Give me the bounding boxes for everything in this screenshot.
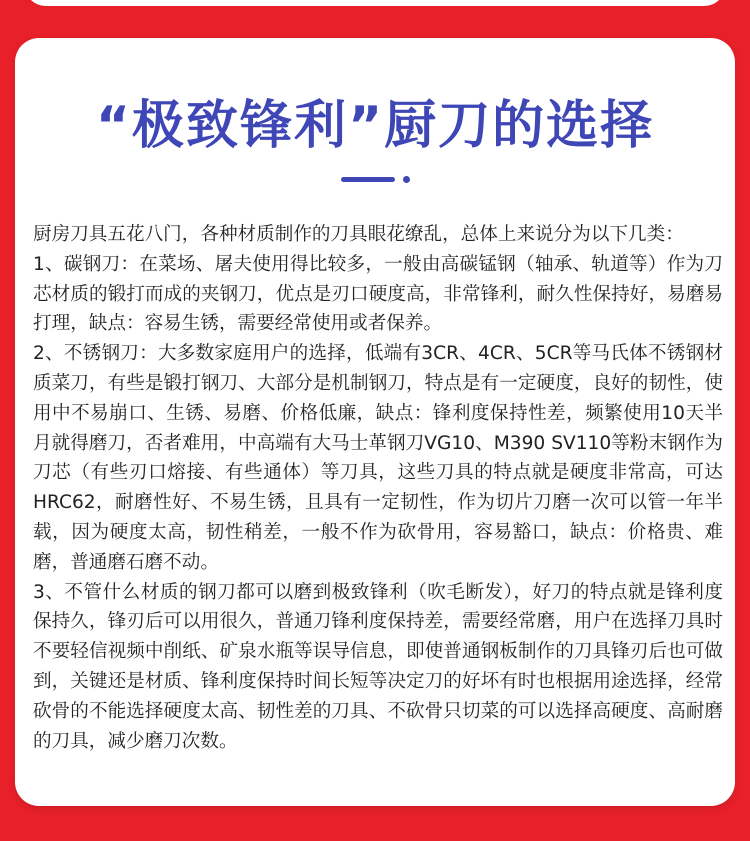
divider-dot (403, 176, 410, 183)
article-body (33, 220, 723, 756)
sharpness-paragraph: 3、不管什么材质的钢刀都可以磨到极致锋利（吹毛断发），好刀的特点就是锋利度保持久，锋刃后可以用很久，普通刀锋利度保持差，需要经常磨，用户在选择刀具时不要轻信视频中削纸、矿泉水瓶等误导信息，即使普通钢板制作的刀具锋刃后也可做到，关键还是材质、锋利度保持时间长短等决定刀的好坏有时也根据用途选择，经常砍骨的不能选择硬度太高、韧性差的刀具、不砍骨只切菜的可以选择高硬度、高耐磨的刀具，减少磨刀次数。 (33, 581, 723, 752)
stainless-steel-paragraph: 2、不锈钢刀：大多数家庭用户的选择，低端有3CR、4CR、5CR等马氏体不锈钢材质菜刀，有些是锻打钢刀、大部分是机制钢刀，特点是有一定硬度，良好的韧性，使用中不易崩口、生锈、易磨、价格低廉，缺点：锋利度保持性差，频繁使用10天半月就得磨刀，否者难用，中高端有大马士革钢刀VG10、M390 SV110等粉末钢作为刀芯（有些刃口熔接、有些通体）等刀具，这些刀具的特点就是硬度非常高，可达HRC62，耐磨性好、不易生锈，且具有一定韧性，作为切片刀磨一次可以管一年半载，因为硬度太高，韧性稍差，一般不作为砍骨用，容易豁口，缺点：价格贵、难磨，普通磨石磨不动。 (33, 343, 723, 573)
article-card (15, 38, 735, 806)
top-card-edge (24, 0, 726, 6)
article-title: “极致锋利”厨刀的选择 (95, 96, 655, 156)
intro-paragraph: 厨房刀具五花八门，各种材质制作的刀具眼花缭乱，总体上来说分为以下几类： (33, 224, 684, 245)
divider-line (341, 177, 395, 182)
carbon-steel-paragraph: 1、碳钢刀：在菜场、屠夫使用得比较多，一般由高碳锰钢（轴承、轨道等）作为刀芯材质的锻打而成的夹钢刀，优点是刃口硬度高，非常锋利，耐久性保持好，易磨易打理，缺点：容易生锈，需要经常使用或者保养。 (33, 253, 723, 335)
